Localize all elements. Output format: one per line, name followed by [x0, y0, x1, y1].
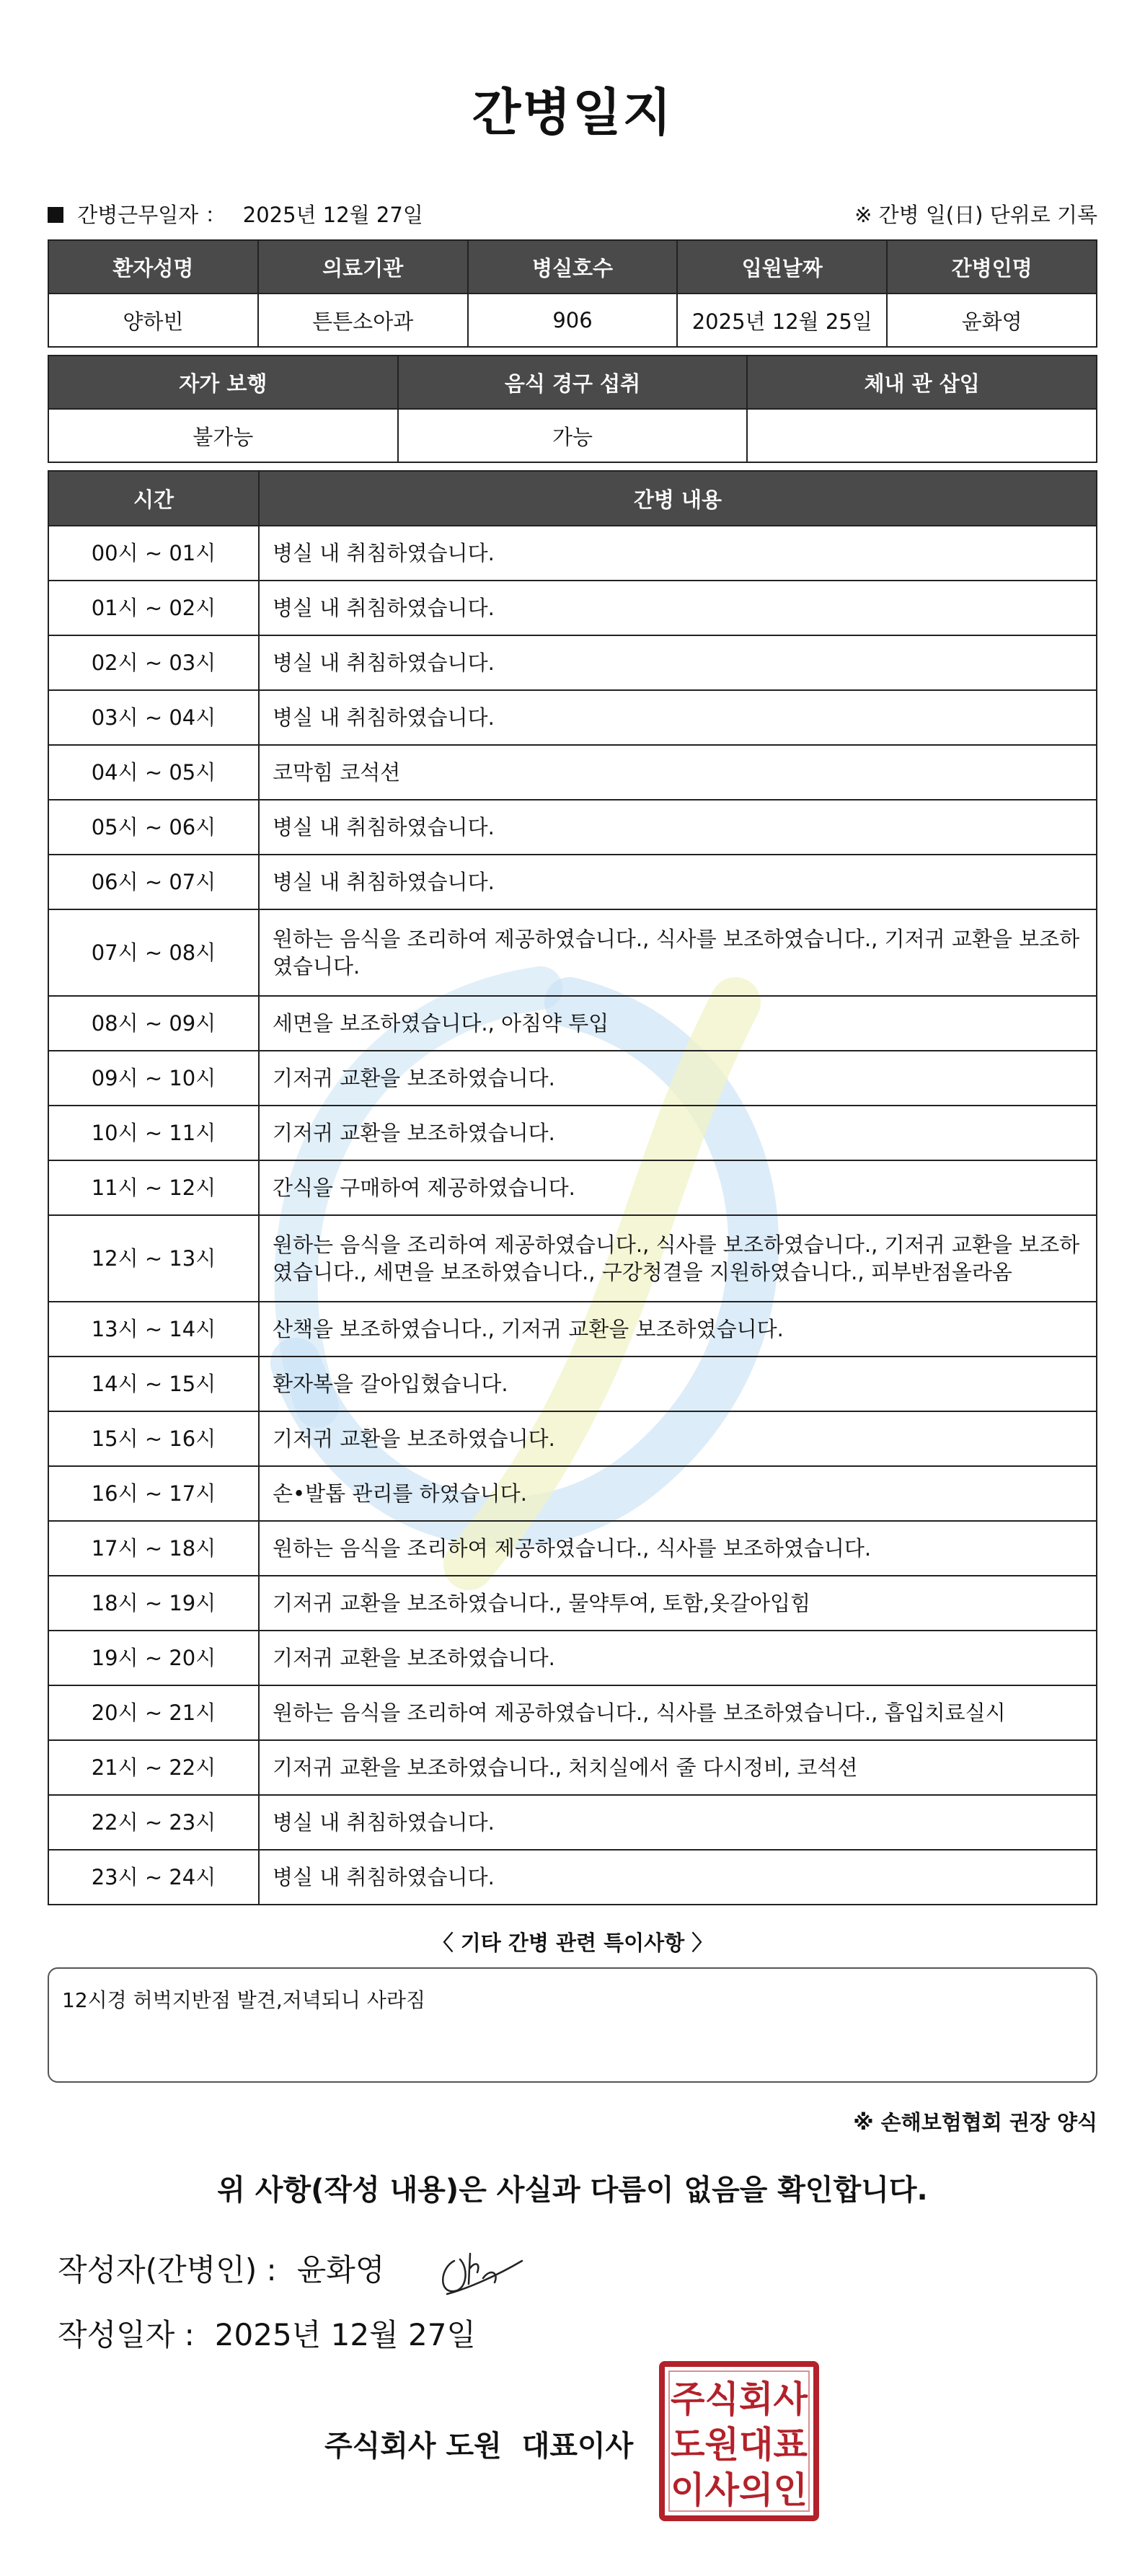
log-time: 09시 ~ 10시 — [48, 1051, 259, 1106]
log-time: 19시 ~ 20시 — [48, 1631, 259, 1685]
log-time: 00시 ~ 01시 — [48, 526, 259, 581]
log-row — [48, 855, 1097, 909]
writer-line — [58, 2246, 384, 2290]
header-institution: 의료기관 — [258, 240, 468, 294]
log-time: 05시 ~ 06시 — [48, 800, 259, 855]
writer-label: 작성자(간병인) : — [58, 2252, 277, 2288]
square-bullet-icon — [48, 207, 63, 223]
log-content: 간식을 구매하여 제공하였습니다. — [259, 1160, 1097, 1215]
log-row — [48, 581, 1097, 635]
log-time: 12시 ~ 13시 — [48, 1215, 259, 1302]
log-content: 기저귀 교환을 보조하였습니다., 처치실에서 줄 다시정비, 코석션 — [259, 1740, 1097, 1795]
care-log-table — [48, 470, 1097, 1905]
log-content: 병실 내 취침하였습니다. — [259, 690, 1097, 745]
log-time: 20시 ~ 21시 — [48, 1685, 259, 1740]
log-row — [48, 1215, 1097, 1302]
header-tube: 체내 관 삽입 — [747, 356, 1097, 409]
writer-name: 윤화영 — [296, 2252, 385, 2288]
header-patient-name: 환자성명 — [48, 240, 258, 294]
log-time: 07시 ~ 08시 — [48, 909, 259, 996]
log-row — [48, 996, 1097, 1051]
written-date-label: 작성일자 : — [58, 2317, 195, 2352]
log-content: 원하는 음식을 조리하여 제공하였습니다., 식사를 보조하였습니다. — [259, 1521, 1097, 1576]
written-date-line — [58, 2311, 476, 2355]
seal-text-row: 이사의인 — [671, 2469, 808, 2511]
log-content: 기저귀 교환을 보조하였습니다. — [259, 1106, 1097, 1160]
log-content: 원하는 음식을 조리하여 제공하였습니다., 식사를 보조하였습니다., 흡입치료실시 — [259, 1685, 1097, 1740]
log-row — [48, 526, 1097, 581]
company-line — [324, 2423, 633, 2464]
log-row — [48, 1466, 1097, 1521]
admission-date: 2025년 12월 25일 — [677, 294, 887, 347]
written-date-value: 2025년 12월 27일 — [214, 2317, 476, 2352]
room-number: 906 — [468, 294, 678, 347]
seal-text-row: 주식회사 — [671, 2378, 808, 2420]
tube-value — [747, 409, 1097, 462]
log-content: 기저귀 교환을 보조하였습니다. — [259, 1411, 1097, 1466]
log-row — [48, 1411, 1097, 1466]
log-content: 병실 내 취침하였습니다. — [259, 526, 1097, 581]
header-room: 병실호수 — [468, 240, 678, 294]
log-content: 병실 내 취침하였습니다. — [259, 635, 1097, 690]
log-time: 21시 ~ 22시 — [48, 1740, 259, 1795]
log-content: 기저귀 교환을 보조하였습니다., 물약투여, 토함,옷갈아입힘 — [259, 1576, 1097, 1631]
log-row — [48, 745, 1097, 800]
header-oral-intake: 음식 경구 섭취 — [398, 356, 748, 409]
log-time: 04시 ~ 05시 — [48, 745, 259, 800]
log-row — [48, 1357, 1097, 1411]
log-time: 11시 ~ 12시 — [48, 1160, 259, 1215]
company-seal-stamp — [658, 2360, 821, 2523]
log-time: 10시 ~ 11시 — [48, 1106, 259, 1160]
log-row — [48, 800, 1097, 855]
unit-note: ※ 간병 일(日) 단위로 기록 — [854, 203, 1097, 227]
log-row — [48, 1521, 1097, 1576]
work-date-line — [48, 199, 423, 229]
log-time: 16시 ~ 17시 — [48, 1466, 259, 1521]
log-content: 환자복을 갈아입혔습니다. — [259, 1357, 1097, 1411]
log-content: 기저귀 교환을 보조하였습니다. — [259, 1051, 1097, 1106]
log-time: 23시 ~ 24시 — [48, 1850, 259, 1905]
confirm-statement: 위 사항(작성 내용)은 사실과 다름이 없음을 확인합니다. — [217, 2174, 928, 2207]
log-row — [48, 690, 1097, 745]
log-row — [48, 1576, 1097, 1631]
ceo-title: 대표이사 — [521, 2430, 634, 2463]
log-content: 병실 내 취침하였습니다. — [259, 800, 1097, 855]
institution: 튼튼소아과 — [258, 294, 468, 347]
header-time: 시간 — [48, 471, 259, 526]
signature-image — [433, 2239, 526, 2304]
seal-text-row: 도원대표 — [671, 2424, 808, 2466]
log-row — [48, 909, 1097, 996]
patient-status-table — [48, 355, 1097, 463]
log-content: 코막힘 코석션 — [259, 745, 1097, 800]
header-caregiver: 간병인명 — [887, 240, 1097, 294]
oral-intake-value: 가능 — [398, 409, 748, 462]
header-walking: 자가 보행 — [48, 356, 398, 409]
patient-name: 양하빈 — [48, 294, 258, 347]
log-content: 원하는 음식을 조리하여 제공하였습니다., 식사를 보조하였습니다., 기저귀 교환을 보조하였습니다. — [259, 909, 1097, 996]
header-care-content: 간병 내용 — [259, 471, 1097, 526]
log-row — [48, 1795, 1097, 1850]
caregiver-name: 윤화영 — [887, 294, 1097, 347]
log-row — [48, 1160, 1097, 1215]
log-time: 14시 ~ 15시 — [48, 1357, 259, 1411]
log-time: 02시 ~ 03시 — [48, 635, 259, 690]
form-note: ※ 손해보험협회 권장 양식 — [853, 2110, 1097, 2135]
log-time: 06시 ~ 07시 — [48, 855, 259, 909]
log-content: 기저귀 교환을 보조하였습니다. — [259, 1631, 1097, 1685]
log-content: 병실 내 취침하였습니다. — [259, 855, 1097, 909]
log-content: 병실 내 취침하였습니다. — [259, 581, 1097, 635]
page-title: 간병일지 — [472, 83, 673, 142]
log-time: 18시 ~ 19시 — [48, 1576, 259, 1631]
log-content: 병실 내 취침하였습니다. — [259, 1850, 1097, 1905]
log-time: 03시 ~ 04시 — [48, 690, 259, 745]
log-row — [48, 1685, 1097, 1740]
log-row — [48, 1051, 1097, 1106]
log-content: 손•발톱 관리를 하였습니다. — [259, 1466, 1097, 1521]
log-time: 08시 ~ 09시 — [48, 996, 259, 1051]
log-row — [48, 1302, 1097, 1357]
work-date-label: 간병근무일자 ： — [77, 203, 226, 227]
log-time: 22시 ~ 23시 — [48, 1795, 259, 1850]
company-name: 주식회사 도원 — [324, 2430, 502, 2463]
work-date-value: 2025년 12월 27일 — [242, 203, 423, 227]
log-content: 병실 내 취침하였습니다. — [259, 1795, 1097, 1850]
log-time: 15시 ~ 16시 — [48, 1411, 259, 1466]
notes-box: 12시경 허벅지반점 발견,저녁되니 사라짐 — [48, 1967, 1097, 2083]
notes-title: 〈 기타 간병 관련 특이사항 〉 — [432, 1931, 713, 1955]
header-admission-date: 입원날짜 — [677, 240, 887, 294]
log-content: 산책을 보조하였습니다., 기저귀 교환을 보조하였습니다. — [259, 1302, 1097, 1357]
log-time: 01시 ~ 02시 — [48, 581, 259, 635]
log-row — [48, 1850, 1097, 1905]
log-row — [48, 1631, 1097, 1685]
log-row — [48, 1106, 1097, 1160]
log-time: 17시 ~ 18시 — [48, 1521, 259, 1576]
patient-info-table — [48, 239, 1097, 348]
log-content: 원하는 음식을 조리하여 제공하였습니다., 식사를 보조하였습니다., 기저귀 교환을 보조하였습니다., 세면을 보조하였습니다., 구강청결을 지원하였습니다., 피부반점올라옴 — [259, 1215, 1097, 1302]
walking-value: 불가능 — [48, 409, 398, 462]
log-row — [48, 1740, 1097, 1795]
log-content: 세면을 보조하였습니다., 아침약 투입 — [259, 996, 1097, 1051]
log-row — [48, 635, 1097, 690]
log-time: 13시 ~ 14시 — [48, 1302, 259, 1357]
